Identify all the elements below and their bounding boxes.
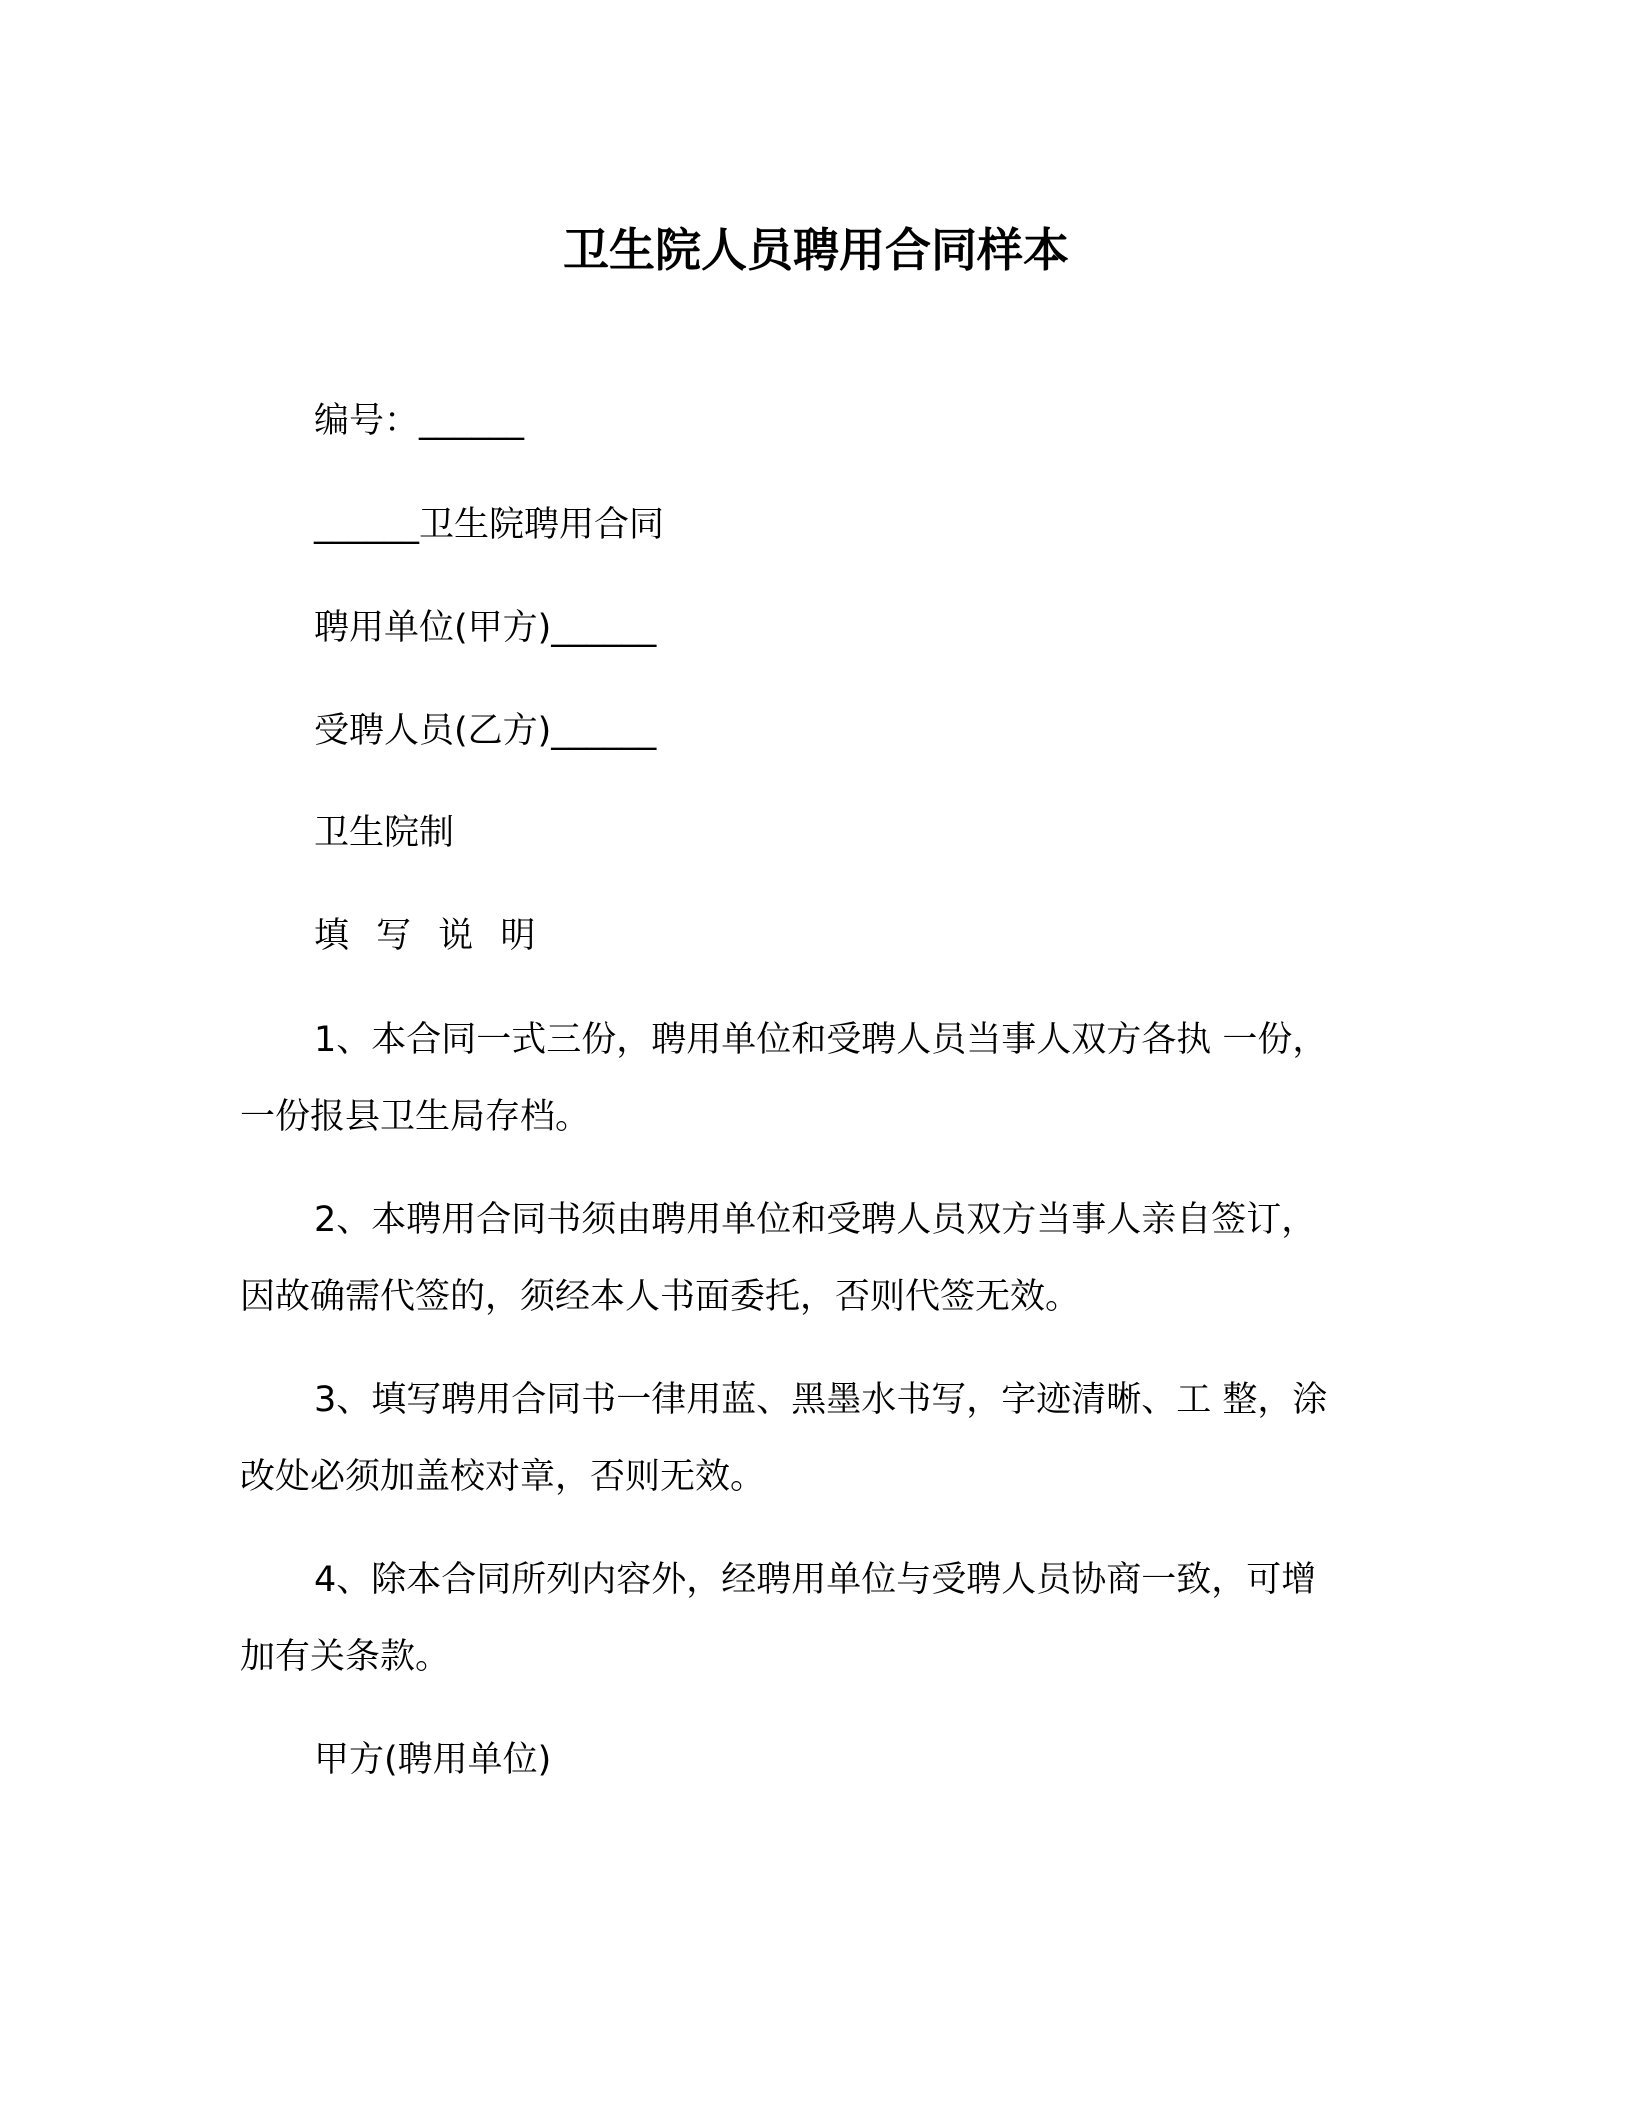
instruction-item-line: 4、除本合同所列内容外，经聘用单位与受聘人员协商一致，可增 [314,1560,1317,1600]
instruction-item-line: 1、本合同一式三份，聘用单位和受聘人员当事人双方各执 一份， [314,1020,1328,1060]
instruction-item-line: 因故确需代签的，须经本人书面委托，否则代签无效。 [240,1277,1081,1317]
instructions-heading: 填 写 说 明 [314,916,544,956]
instruction-item-line: 改处必须加盖校对章，否则无效。 [240,1457,766,1497]
instruction-item-line: 2、本聘用合同书须由聘用单位和受聘人员双方当事人亲自签订， [314,1200,1317,1240]
document-title: 卫生院人员聘用合同样本 [563,223,1069,277]
instruction-item [240,1555,1400,1682]
contract-name-field: ______卫生院聘用合同 [314,505,665,545]
instruction-item [240,1375,1400,1502]
party-a-field: 聘用单位(甲方)______ [314,608,657,648]
instruction-item-line: 3、填写聘用合同书一律用蓝、黑墨水书写，字迹清晰、工 整，涂 [314,1380,1328,1420]
issuer-label: 卫生院制 [314,813,455,853]
instruction-item-line: 加有关条款。 [240,1637,451,1677]
serial-number-field: 编号：______ [314,401,525,441]
instruction-item [240,1015,1400,1142]
instruction-item [240,1195,1400,1322]
signature-label: 甲方(聘用单位) [314,1740,552,1780]
party-b-field: 受聘人员(乙方)______ [314,711,657,751]
instruction-item-line: 一份报县卫生局存档。 [240,1097,591,1137]
